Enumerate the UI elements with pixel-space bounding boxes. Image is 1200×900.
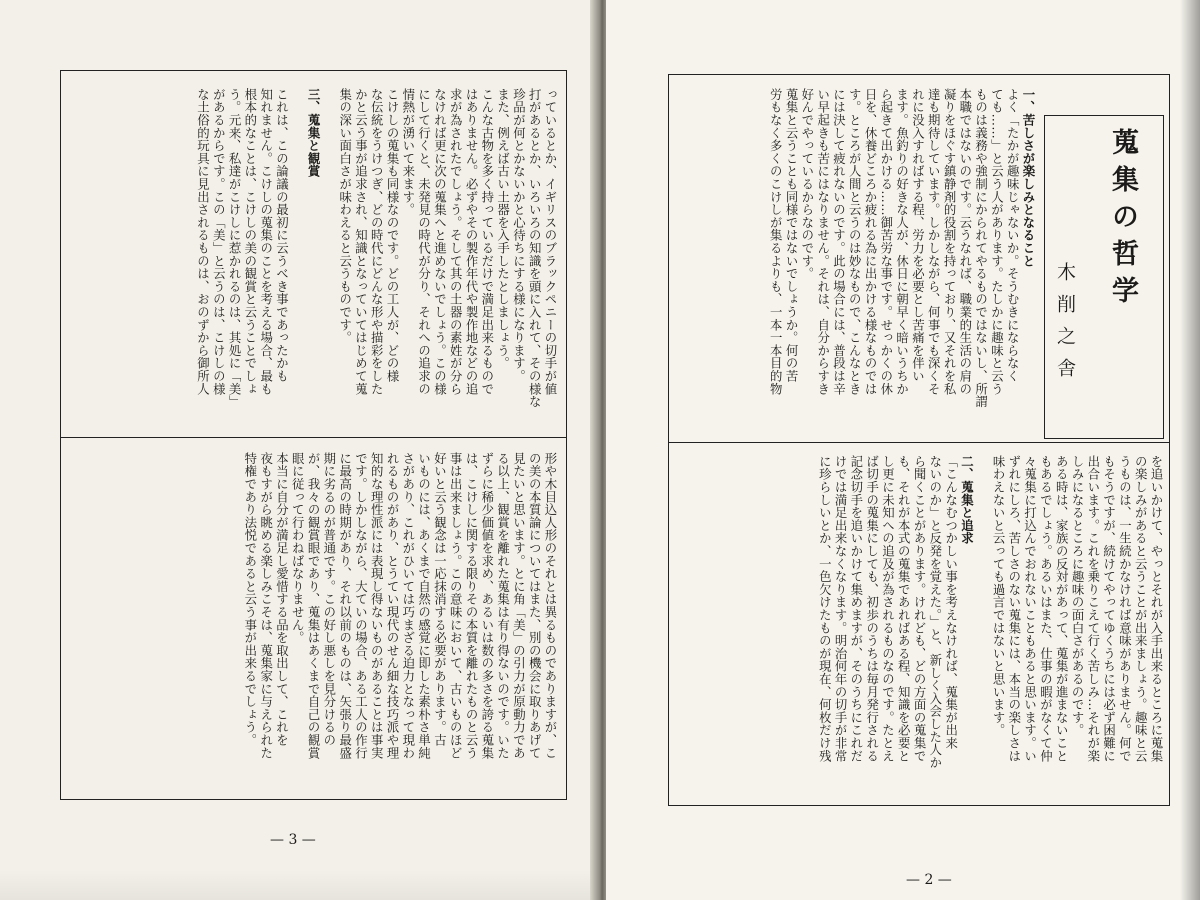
right-page bbox=[606, 0, 1200, 900]
text-line: 記念切手を追いかけて集めますが、そのうちにこれだ bbox=[848, 455, 864, 763]
text-line: 期に劣るのが普通です。この好し悪しを見分けるの bbox=[321, 452, 337, 747]
text-line: 好んでやっているからなのです。 bbox=[799, 88, 815, 280]
text-line: 々蒐集に打込んでおれないこともあると思います。い bbox=[1022, 455, 1038, 763]
text-line: はありません。必ずやその製作年代や製作地などの追 bbox=[464, 88, 480, 396]
text-line: には決して疲れないのです。此の場合には、普段は辛 bbox=[831, 88, 847, 396]
page-number: — 3 — bbox=[270, 832, 316, 848]
text-line: 凝りをほぐす鎮静剤的役割を持っており、又それを私 bbox=[942, 88, 958, 396]
text-line: です。しかしながら、大ていの場合、ある工人の作行 bbox=[353, 452, 369, 760]
text-line: いものには、あくまで自然の感覚に即した素朴さ単純 bbox=[416, 452, 432, 760]
text-line: れるものがあり、とうてい現代のせん細な技巧派や理 bbox=[385, 452, 401, 760]
text-line: うものは、一生続かなければ意味がありません。何で bbox=[1117, 455, 1133, 763]
text-line: 知れません。こけしの蒐集のことを考える場合、最も bbox=[258, 88, 274, 396]
page-number: — 2 — bbox=[906, 872, 952, 888]
text-line: 蒐集と云うことも同様ではないでしょうか。何の苦 bbox=[784, 88, 800, 383]
right-upper-text bbox=[674, 88, 1036, 433]
text-line: が、我々の観賞眼であり、蒐集はあくまで自己の観賞 bbox=[306, 452, 322, 760]
section-divider bbox=[60, 437, 567, 438]
text-line: ずらに稀少価値を求め、あるいは数の多さを誇る蒐集 bbox=[479, 452, 495, 760]
text-line: 本当に自分が満足し愛惜する品を取出して、これを bbox=[274, 452, 290, 747]
text-line: ある時は、家族の反対があって、蒐集が進まないこと bbox=[1054, 455, 1070, 763]
text-line: い早起きも苦にはなりません。それは、自分からすき bbox=[815, 88, 831, 396]
text-line: かと云う事が追求され、知識となっていてはじめて蒐 bbox=[353, 88, 369, 396]
text-line: 味わえないと云っても過言ではないと思います。 bbox=[991, 455, 1007, 737]
text-line: る以上、観賞を離れた蒐集は有り得ないのです。いた bbox=[495, 452, 511, 760]
text-line: 求が為されたでしょう。そして其の土器の素姓が分ら bbox=[448, 88, 464, 396]
text-line: よく「たかが趣味じゃないか。そうむきにならなく bbox=[1005, 88, 1021, 383]
text-line: こんな古物を多く持っているだけで満足出来るもので bbox=[479, 88, 495, 396]
text-line: 珍品が何とかないかと心待ちにする様になります。 bbox=[511, 88, 527, 383]
text-line: もあるでしょう。あるいはまた、仕事の暇がなくて仲 bbox=[1038, 455, 1054, 763]
text-line: ないのか」と反発を覚えた。」と、新しく入会した人か bbox=[927, 455, 943, 769]
page-shadow bbox=[1180, 0, 1200, 900]
text-line: は、こけしに関する限りその本質を離れたものと云う bbox=[464, 452, 480, 760]
text-line: 情熱が湧いて来ます。 bbox=[400, 88, 416, 216]
text-line: も、それが本式の蒐集であればある程、知識を必要と bbox=[896, 455, 912, 763]
text-line: な土俗的玩具に見出されるものは、おのずから御所人 bbox=[195, 88, 211, 396]
text-line: にして行くと、未発見の時代が分り、それへの追求の bbox=[416, 88, 432, 396]
text-line: を追いかけて、やっとそれが入手出来るところに蒐集 bbox=[1149, 455, 1164, 763]
text-line: 根本的なことは、こけしの美の観賞と云うことでしょ bbox=[242, 88, 258, 396]
section-heading: 二、蒐集と追求 bbox=[959, 455, 975, 545]
text-line: また、例えば古い土器を入手したとしましょう。 bbox=[495, 88, 511, 370]
author-name: 木削之舎 bbox=[1054, 262, 1076, 390]
text-line: す。ところが人間と云うのは妙なもので、こんなとき bbox=[847, 88, 863, 396]
text-line: に珍らしいとか、一色欠けたものが現在、何枚だけ残 bbox=[817, 455, 833, 763]
text-line: に最高の時期があり、それ以前のものは、矢張り最盛 bbox=[337, 452, 353, 760]
text-line: ずれにしろ、苦しさのない蒐集には、本当の楽しさは bbox=[1006, 455, 1022, 763]
text-line: ら聞くことがあります。けれども、どの方面の蒐集で bbox=[912, 455, 928, 763]
text-line: 「こんなむつかしい事を考えなければ、蒐集が出来 bbox=[943, 455, 959, 750]
section-heading: 三、蒐集と観賞 bbox=[306, 88, 322, 178]
text-line: ても……」と云う人があります。たしかに趣味と云う bbox=[989, 88, 1005, 396]
text-line: 集の深い面白さが味わえると云うものです。 bbox=[337, 88, 353, 344]
text-line: 事は出来ましょう。この意味において、古いものほど bbox=[448, 452, 464, 760]
text-line: 見たいと思います。とに角「美」の引力が原動力であ bbox=[511, 452, 527, 760]
section-divider bbox=[668, 442, 1170, 443]
text-line: 出合います。これを乗りこえて行く苦しみ…それが楽 bbox=[1085, 455, 1101, 763]
text-line: 日を、休養どころか疲れる為に出かける様なものでは bbox=[863, 88, 879, 396]
text-line: し更に未知への追及が為されるものなのです。たとえ bbox=[880, 455, 896, 763]
text-line: ものは義務や強制にかられてやるものではないし、所謂 bbox=[973, 88, 989, 408]
text-line: 打があるとか、いろいろの知識を頭に入れて、その様な bbox=[527, 88, 543, 408]
text-line: 達も期待しています。しかしながら、何事でも深くそ bbox=[926, 88, 942, 396]
text-line: の美の本質論についてはまた、別の機会に取りあげて bbox=[527, 452, 543, 760]
text-line: れに没入すればする程、労力を必要とし苦痛を伴い bbox=[910, 88, 926, 383]
text-line: っているとか、イギリスのブラックペニーの切手が値 bbox=[543, 88, 558, 396]
left-lower-text bbox=[66, 452, 558, 792]
text-line: これは、この論議の最初に云うべき事であったかも bbox=[274, 88, 290, 383]
text-line: 形や木目込人形のそれとは異るものでありますが、こ bbox=[543, 452, 558, 760]
article-title: 蒐集の哲学 bbox=[1107, 128, 1138, 313]
text-line: 本職ではないのです。云うなれば、職業的生活の肩の bbox=[957, 88, 973, 396]
left-upper-text bbox=[66, 88, 558, 428]
text-line: こけしの蒐集も同様なのです。どの工人が、どの様 bbox=[385, 88, 401, 383]
text-line: さがあり、これがひいては巧まざる迫力となって現わ bbox=[400, 452, 416, 760]
text-line: 夜もすがら眺める楽しみこそは、蒐集家に与えられた bbox=[258, 452, 274, 760]
text-line: なければ更に次の蒐集へと進めないでしょう。この様 bbox=[432, 88, 448, 396]
text-line: う。元来、私達がこけしに惹かれるのは、其処に「美」 bbox=[227, 88, 243, 408]
text-line: 特権であり法悦であると云う事が出来るでしょう。 bbox=[242, 452, 258, 747]
text-line: があるからです。この「美」と云うのは、こけしの様 bbox=[211, 88, 227, 396]
text-line: 好いと云う観念は一応抹消する必要があります。古 bbox=[432, 452, 448, 747]
text-line: な伝統をうけつぎ、どの時代にどんな形や描彩をした bbox=[369, 88, 385, 396]
text-line: 眼に従って行わねばなりません。 bbox=[290, 452, 306, 644]
text-line: 知的な理性派には表現し得ないものがあることは事実 bbox=[369, 452, 385, 760]
text-line: もそうですが、続けてやってゆくうちには必ず困難に bbox=[1101, 455, 1117, 763]
text-line: ば切手の蒐集にしても、初歩のうちは毎月発行される bbox=[864, 455, 880, 763]
text-line: けでは満足出来なくなります。明治何年の切手が非常 bbox=[833, 455, 849, 763]
right-lower-text bbox=[674, 455, 1164, 795]
text-line: の楽しみがあると云うことが出来ましょう。趣味と云 bbox=[1133, 455, 1149, 763]
text-line: ます。魚釣りの好きな人が、休日に朝早く暗いうちか bbox=[894, 88, 910, 396]
page-shadow bbox=[0, 870, 600, 900]
section-heading: 一、苦しさが楽しみとなること bbox=[1021, 88, 1036, 268]
text-line: ら起きて出かける……御苦労な事です。せっかくの休 bbox=[878, 88, 894, 396]
text-line: しみになるところに趣味の面白さがあるのです。 bbox=[1070, 455, 1086, 737]
text-line: 労もなく多くのこけしが集るよりも、一本一本目的物 bbox=[768, 88, 784, 396]
